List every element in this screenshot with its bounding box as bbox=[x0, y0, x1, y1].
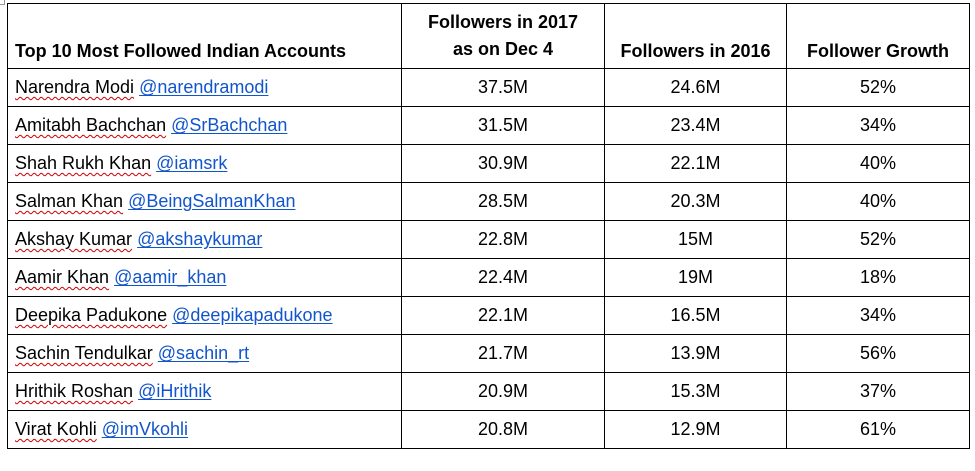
account-cell bbox=[8, 221, 402, 259]
table-row bbox=[8, 335, 970, 373]
followers-2017-cell: 30.9M bbox=[402, 145, 605, 183]
header-row bbox=[8, 4, 970, 69]
followers-2017-cell: 20.8M bbox=[402, 411, 605, 449]
followers-2016-cell: 15M bbox=[605, 221, 787, 259]
growth-cell: 56% bbox=[787, 335, 970, 373]
header-followers-2017 bbox=[402, 4, 605, 69]
table-row bbox=[8, 107, 970, 145]
cell-corner-marker bbox=[0, 0, 5, 5]
account-name: Hrithik Roshan bbox=[15, 381, 134, 401]
header-followers-2017-line2: as on Dec 4 bbox=[452, 39, 554, 59]
account-cell bbox=[8, 145, 402, 183]
table-row bbox=[8, 297, 970, 335]
account-cell bbox=[8, 335, 402, 373]
followers-2016-cell: 16.5M bbox=[605, 297, 787, 335]
followers-2017-cell: 20.9M bbox=[402, 373, 605, 411]
account-handle-link[interactable]: @imVkohli bbox=[101, 419, 189, 439]
account-handle-link[interactable]: @deepikapadukone bbox=[172, 305, 333, 325]
header-followers-2016: Followers in 2016 bbox=[605, 4, 787, 69]
account-name: Deepika Padukone bbox=[15, 305, 168, 325]
account-name: Akshay Kumar bbox=[15, 229, 133, 249]
table-row bbox=[8, 221, 970, 259]
growth-cell: 34% bbox=[787, 107, 970, 145]
growth-cell: 61% bbox=[787, 411, 970, 449]
growth-cell: 18% bbox=[787, 259, 970, 297]
table-row bbox=[8, 145, 970, 183]
growth-cell: 52% bbox=[787, 221, 970, 259]
account-handle-link[interactable]: @akshaykumar bbox=[137, 229, 263, 249]
account-handle-link[interactable]: @SrBachchan bbox=[171, 115, 288, 135]
account-cell bbox=[8, 373, 402, 411]
followers-2016-cell: 24.6M bbox=[605, 69, 787, 107]
header-account: Top 10 Most Followed Indian Accounts bbox=[8, 4, 402, 69]
account-cell bbox=[8, 411, 402, 449]
growth-cell: 52% bbox=[787, 69, 970, 107]
followers-2017-cell: 22.4M bbox=[402, 259, 605, 297]
followers-2016-cell: 20.3M bbox=[605, 183, 787, 221]
followers-2017-cell: 21.7M bbox=[402, 335, 605, 373]
account-handle-link[interactable]: @aamir_khan bbox=[114, 267, 227, 287]
account-handle-link[interactable]: @iHrithik bbox=[138, 381, 212, 401]
account-name: Narendra Modi bbox=[15, 77, 135, 97]
account-cell bbox=[8, 69, 402, 107]
account-handle-link[interactable]: @narendramodi bbox=[139, 77, 269, 97]
account-name: Sachin Tendulkar bbox=[15, 343, 153, 363]
followers-2016-cell: 12.9M bbox=[605, 411, 787, 449]
followers-2016-cell: 23.4M bbox=[605, 107, 787, 145]
account-handle-link[interactable]: @sachin_rt bbox=[157, 343, 250, 363]
followers-2016-cell: 13.9M bbox=[605, 335, 787, 373]
account-handle-link[interactable]: @iamsrk bbox=[156, 153, 228, 173]
header-followers-2017-line1: Followers in 2017 bbox=[427, 12, 579, 32]
account-cell bbox=[8, 297, 402, 335]
table-row bbox=[8, 183, 970, 221]
growth-cell: 40% bbox=[787, 145, 970, 183]
growth-cell: 34% bbox=[787, 297, 970, 335]
account-name: Amitabh Bachchan bbox=[15, 115, 167, 135]
followers-2016-cell: 22.1M bbox=[605, 145, 787, 183]
header-follower-growth: Follower Growth bbox=[787, 4, 970, 69]
table-row bbox=[8, 411, 970, 449]
followers-2017-cell: 37.5M bbox=[402, 69, 605, 107]
account-cell bbox=[8, 107, 402, 145]
account-name: Salman Khan bbox=[15, 191, 124, 211]
followers-2017-cell: 28.5M bbox=[402, 183, 605, 221]
table-row bbox=[8, 69, 970, 107]
table-row bbox=[8, 373, 970, 411]
followers-2017-cell: 22.8M bbox=[402, 221, 605, 259]
followers-2017-cell: 22.1M bbox=[402, 297, 605, 335]
account-name: Virat Kohli bbox=[15, 419, 97, 439]
account-cell bbox=[8, 183, 402, 221]
account-name: Aamir Khan bbox=[15, 267, 110, 287]
growth-cell: 40% bbox=[787, 183, 970, 221]
account-cell bbox=[8, 259, 402, 297]
table-row bbox=[8, 259, 970, 297]
followers-table bbox=[7, 3, 970, 449]
account-handle-link[interactable]: @BeingSalmanKhan bbox=[128, 191, 296, 211]
account-name: Shah Rukh Khan bbox=[15, 153, 152, 173]
growth-cell: 37% bbox=[787, 373, 970, 411]
followers-2016-cell: 15.3M bbox=[605, 373, 787, 411]
followers-2016-cell: 19M bbox=[605, 259, 787, 297]
followers-2017-cell: 31.5M bbox=[402, 107, 605, 145]
